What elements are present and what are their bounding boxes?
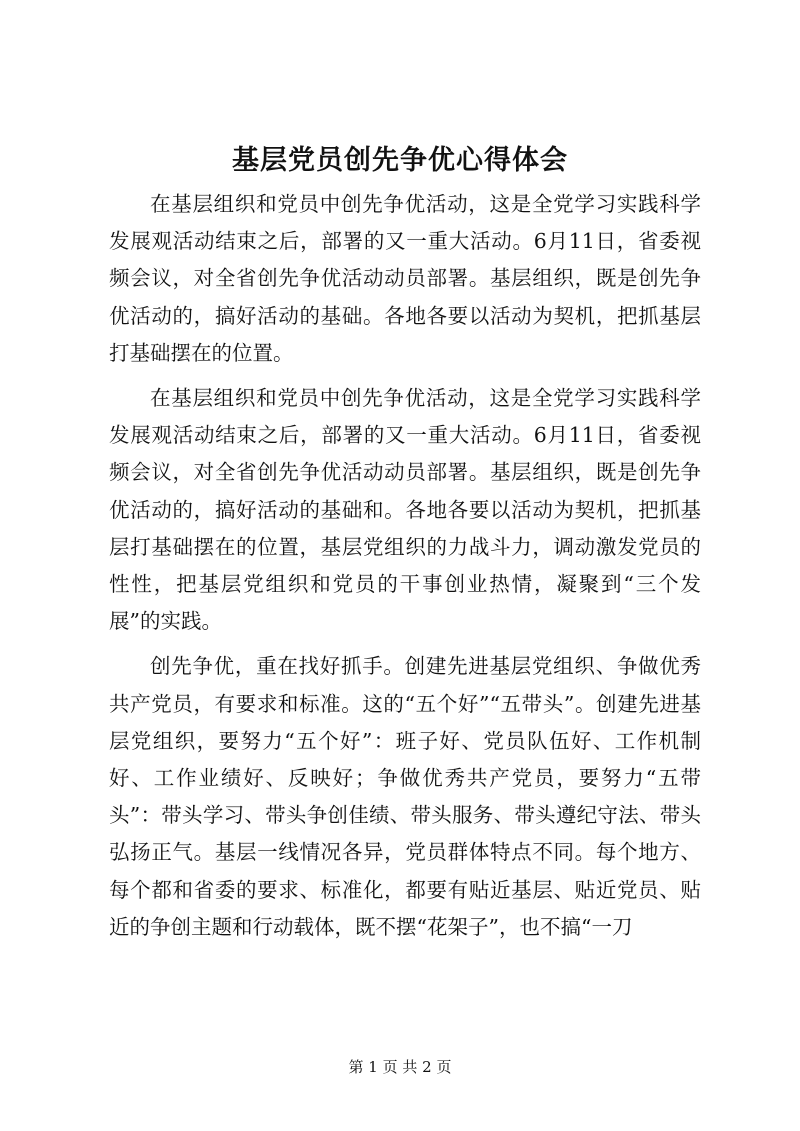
document-title: 基层党员创先争优心得体会 [232, 145, 568, 176]
paragraph-1: 在基层组织和党员中创先争优活动，这是全党学习实践科学发展观活动结束之后，部署的又一重大活动。6月11日，省委视频会议，对全省创先争优活动动员部署。基层组织，既是创先争优活动的，搞好活动的基础。各地各要以活动为契机，把抓基层打基础摆在的位置。 [109, 192, 701, 365]
document-body [109, 186, 701, 954]
page-footer: 第 1 页 共 2 页 [348, 1058, 452, 1076]
paragraph-2: 在基层组织和党员中创先争优活动，这是全党学习实践科学发展观活动结束之后，部署的又一重大活动。6月11日，省委视频会议，对全省创先争优活动动员部署。基层组织，既是创先争优活动的，搞好活动的基础和。各地各要以活动为契机，把抓基层打基础摆在的位置，基层党组织的力战斗力，调动激发党员的性性，把基层党组织和党员的干事创业热情，凝聚到“三个发展”的实践。 [109, 386, 701, 634]
paragraph-3: 创先争优，重在找好抓手。创建先进基层党组织、争做优秀共产党员，有要求和标准。这的“五个好”“五带头”。创建先进基层党组织，要努力“五个好”：班子好、党员队伍好、工作机制好、工作业绩好、反映好；争做优秀共产党员，要努力“五带头”：带头学习、带头争创佳绩、带头服务、带头遵纪守法、带头弘扬正气。基层一线情况各异，党员群体特点不同。每个地方、每个都和省委的要求、标准化，都要有贴近基层、贴近党员、贴近的争创主题和行动载体，既不摆“花架子”，也不搞“一刀 [109, 654, 701, 939]
